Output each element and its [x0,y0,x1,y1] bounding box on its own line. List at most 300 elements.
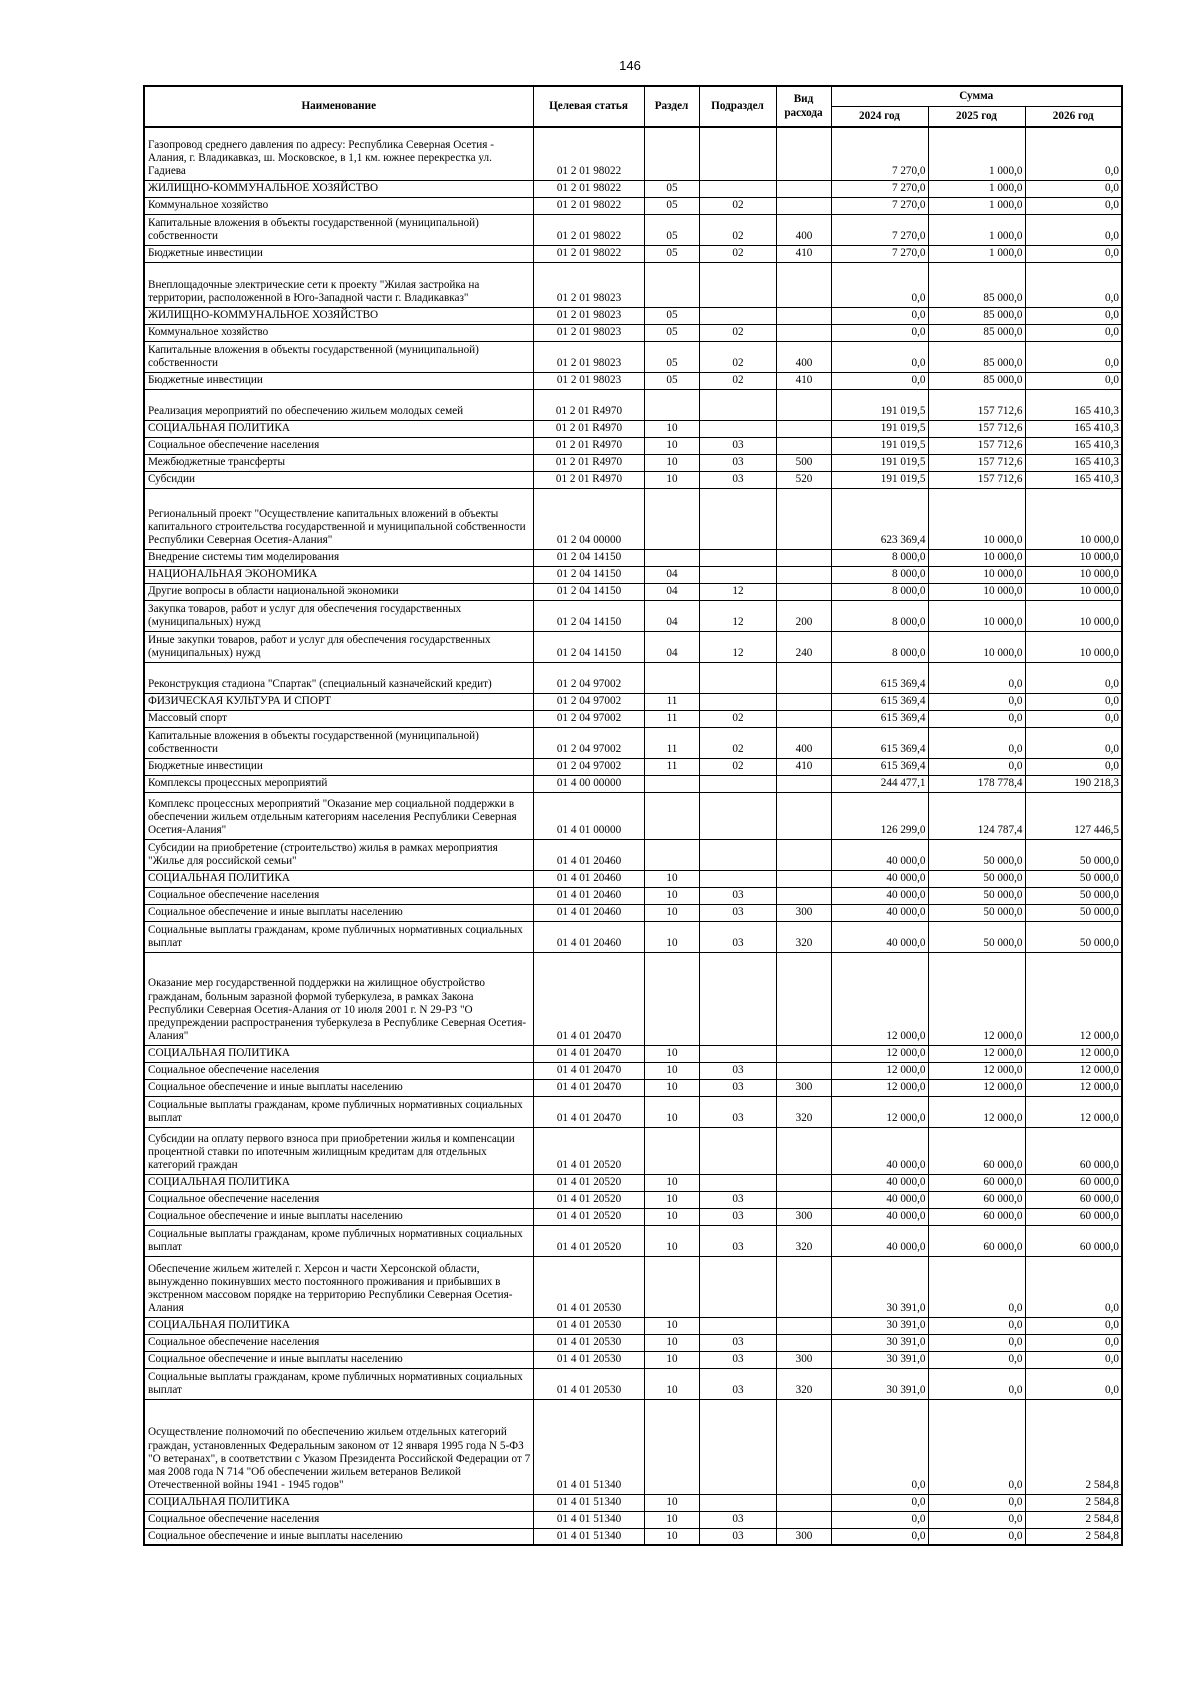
row-expense-type: 410 [776,372,831,389]
row-sum-2026: 0,0 [1025,197,1122,214]
row-target: 01 4 01 20520 [533,1191,644,1208]
table-row [144,214,1122,245]
row-name: Реконструкция стадиона "Спартак" (специальный казначейский кредит) [144,662,533,693]
row-sum-2026: 10 000,0 [1025,631,1122,662]
row-sum-2024: 615 369,4 [831,727,928,758]
table-row [144,1127,1122,1174]
row-target: 01 4 01 51340 [533,1399,644,1494]
row-subsection: 03 [699,921,776,952]
row-subsection: 03 [699,1208,776,1225]
row-sum-2024: 40 000,0 [831,839,928,870]
row-subsection: 03 [699,1528,776,1545]
row-section [644,127,699,180]
row-name: Капитальные вложения в объекты государственной (муниципальной) собственности [144,214,533,245]
table-row [144,341,1122,372]
row-section: 05 [644,372,699,389]
row-target: 01 4 01 20520 [533,1208,644,1225]
row-section: 10 [644,904,699,921]
row-expense-type: 300 [776,1351,831,1368]
header-subsection: Подраздел [699,86,776,127]
row-expense-type [776,420,831,437]
row-target: 01 2 01 98023 [533,307,644,324]
row-sum-2025: 157 712,6 [928,437,1025,454]
row-sum-2026: 50 000,0 [1025,921,1122,952]
row-sum-2026: 12 000,0 [1025,1079,1122,1096]
row-target: 01 4 01 20470 [533,1062,644,1079]
row-section: 10 [644,454,699,471]
row-section [644,662,699,693]
row-name: ФИЗИЧЕСКАЯ КУЛЬТУРА И СПОРТ [144,693,533,710]
row-subsection: 12 [699,583,776,600]
row-sum-2024: 40 000,0 [831,904,928,921]
row-section: 05 [644,180,699,197]
row-expense-type: 400 [776,214,831,245]
row-sum-2024: 191 019,5 [831,437,928,454]
row-name: Социальное обеспечение населения [144,1062,533,1079]
row-sum-2026: 12 000,0 [1025,1096,1122,1127]
row-sum-2025: 0,0 [928,1494,1025,1511]
row-target: 01 4 01 20460 [533,839,644,870]
row-sum-2026: 0,0 [1025,1317,1122,1334]
row-subsection: 02 [699,197,776,214]
row-expense-type: 400 [776,341,831,372]
row-sum-2026: 165 410,3 [1025,471,1122,488]
row-name: Бюджетные инвестиции [144,758,533,775]
row-subsection [699,1174,776,1191]
row-sum-2026: 0,0 [1025,214,1122,245]
header-2025: 2025 год [928,107,1025,128]
row-section: 05 [644,245,699,262]
row-section: 10 [644,1317,699,1334]
row-name: Реализация мероприятий по обеспечению жильем молодых семей [144,389,533,420]
header-target: Целевая статья [533,86,644,127]
row-expense-type [776,1191,831,1208]
row-expense-type [776,1045,831,1062]
row-name: Закупка товаров, работ и услуг для обеспечения государственных (муниципальных) нужд [144,600,533,631]
row-target: 01 2 01 98023 [533,372,644,389]
row-sum-2024: 8 000,0 [831,566,928,583]
row-sum-2024: 0,0 [831,1494,928,1511]
row-section: 05 [644,214,699,245]
table-row [144,758,1122,775]
row-sum-2026: 10 000,0 [1025,583,1122,600]
row-sum-2024: 40 000,0 [831,1127,928,1174]
row-subsection: 02 [699,324,776,341]
row-name: ЖИЛИЩНО-КОММУНАЛЬНОЕ ХОЗЯЙСТВО [144,180,533,197]
page-number: 146 [619,58,641,73]
row-section: 04 [644,583,699,600]
row-target: 01 2 01 98022 [533,245,644,262]
row-sum-2024: 0,0 [831,372,928,389]
row-subsection: 02 [699,710,776,727]
table-row [144,566,1122,583]
row-target: 01 2 01 98022 [533,197,644,214]
row-sum-2026: 60 000,0 [1025,1208,1122,1225]
row-section: 10 [644,1045,699,1062]
row-expense-type [776,693,831,710]
header-expense-type: Вид расхода [776,86,831,127]
row-name: Внедрение системы тим моделирования [144,549,533,566]
row-sum-2024: 40 000,0 [831,1208,928,1225]
table-row [144,1045,1122,1062]
row-subsection [699,420,776,437]
row-sum-2026: 127 446,5 [1025,792,1122,839]
table-row [144,1191,1122,1208]
row-name: Социальное обеспечение населения [144,1191,533,1208]
row-sum-2026: 10 000,0 [1025,600,1122,631]
table-row [144,631,1122,662]
row-sum-2025: 0,0 [928,727,1025,758]
row-subsection [699,180,776,197]
row-sum-2025: 1 000,0 [928,197,1025,214]
row-section: 10 [644,1494,699,1511]
table-row [144,488,1122,549]
row-sum-2025: 1 000,0 [928,214,1025,245]
table-row [144,1062,1122,1079]
row-sum-2025: 0,0 [928,693,1025,710]
row-target: 01 2 04 97002 [533,727,644,758]
row-target: 01 4 01 20520 [533,1225,644,1256]
row-section: 11 [644,693,699,710]
row-sum-2024: 623 369,4 [831,488,928,549]
row-expense-type: 410 [776,758,831,775]
row-subsection [699,389,776,420]
row-target: 01 2 01 R4970 [533,471,644,488]
row-section [644,549,699,566]
row-sum-2024: 12 000,0 [831,1062,928,1079]
row-target: 01 2 01 98023 [533,262,644,307]
row-target: 01 4 01 20460 [533,904,644,921]
row-sum-2024: 615 369,4 [831,758,928,775]
row-sum-2025: 60 000,0 [928,1127,1025,1174]
row-sum-2026: 12 000,0 [1025,1062,1122,1079]
row-name: Комплекс процессных мероприятий "Оказание мер социальной поддержки в обеспечении жильем отдельным категориям населения Республики Северная Осетия-Алания" [144,792,533,839]
row-sum-2025: 0,0 [928,710,1025,727]
row-sum-2025: 50 000,0 [928,887,1025,904]
row-subsection: 12 [699,631,776,662]
row-sum-2025: 60 000,0 [928,1174,1025,1191]
table-row [144,792,1122,839]
row-sum-2024: 12 000,0 [831,1045,928,1062]
table-row [144,127,1122,180]
row-sum-2024: 0,0 [831,324,928,341]
row-section: 04 [644,631,699,662]
row-expense-type: 300 [776,1079,831,1096]
row-expense-type: 200 [776,600,831,631]
row-sum-2025: 0,0 [928,1334,1025,1351]
row-sum-2025: 85 000,0 [928,341,1025,372]
row-subsection: 03 [699,904,776,921]
row-expense-type [776,1174,831,1191]
table-row [144,180,1122,197]
row-target: 01 4 01 20530 [533,1351,644,1368]
row-sum-2026: 50 000,0 [1025,839,1122,870]
row-expense-type [776,307,831,324]
row-sum-2025: 12 000,0 [928,1079,1025,1096]
row-name: Межбюджетные трансферты [144,454,533,471]
row-sum-2024: 7 270,0 [831,127,928,180]
table-row [144,600,1122,631]
row-target: 01 2 04 97002 [533,662,644,693]
row-sum-2024: 40 000,0 [831,921,928,952]
row-sum-2025: 60 000,0 [928,1191,1025,1208]
row-target: 01 4 01 51340 [533,1511,644,1528]
row-sum-2024: 40 000,0 [831,1174,928,1191]
row-target: 01 2 04 97002 [533,693,644,710]
row-sum-2026: 0,0 [1025,245,1122,262]
row-sum-2024: 8 000,0 [831,600,928,631]
row-name: Социальное обеспечение и иные выплаты населению [144,1351,533,1368]
row-sum-2024: 40 000,0 [831,1191,928,1208]
table-row [144,1225,1122,1256]
row-section: 11 [644,758,699,775]
row-subsection [699,870,776,887]
row-sum-2026: 10 000,0 [1025,549,1122,566]
row-section: 10 [644,1511,699,1528]
row-sum-2025: 0,0 [928,1351,1025,1368]
row-sum-2024: 615 369,4 [831,710,928,727]
table-row [144,1174,1122,1191]
header-2024: 2024 год [831,107,928,128]
row-sum-2026: 0,0 [1025,372,1122,389]
row-expense-type [776,583,831,600]
row-name: Капитальные вложения в объекты государственной (муниципальной) собственности [144,341,533,372]
row-name: Социальное обеспечение и иные выплаты населению [144,904,533,921]
row-target: 01 2 01 98022 [533,214,644,245]
row-section: 10 [644,437,699,454]
row-sum-2025: 1 000,0 [928,180,1025,197]
row-sum-2025: 10 000,0 [928,566,1025,583]
row-subsection [699,952,776,1045]
table-row [144,1317,1122,1334]
row-subsection [699,488,776,549]
row-sum-2025: 0,0 [928,1399,1025,1494]
row-section [644,775,699,792]
row-name: Социальное обеспечение населения [144,1334,533,1351]
row-name: Региональный проект "Осуществление капитальных вложений в объекты капитального строительства государственной и муниципальной собственности Республики Северная Осетия-Алания" [144,488,533,549]
row-name: Социальное обеспечение и иные выплаты населению [144,1528,533,1545]
row-sum-2024: 191 019,5 [831,471,928,488]
row-subsection: 03 [699,437,776,454]
row-sum-2024: 12 000,0 [831,1079,928,1096]
row-sum-2026: 60 000,0 [1025,1191,1122,1208]
row-sum-2024: 30 391,0 [831,1317,928,1334]
row-target: 01 4 01 20530 [533,1368,644,1399]
row-sum-2026: 0,0 [1025,1368,1122,1399]
row-target: 01 4 01 00000 [533,792,644,839]
row-section: 10 [644,1351,699,1368]
row-name: Социальные выплаты гражданам, кроме публичных нормативных социальных выплат [144,1096,533,1127]
row-sum-2026: 60 000,0 [1025,1127,1122,1174]
row-section [644,839,699,870]
table-row [144,693,1122,710]
row-section: 05 [644,197,699,214]
table-row [144,262,1122,307]
row-subsection [699,307,776,324]
row-sum-2026: 0,0 [1025,1351,1122,1368]
row-sum-2025: 12 000,0 [928,1096,1025,1127]
row-sum-2026: 0,0 [1025,1256,1122,1317]
row-name: Социальное обеспечение и иные выплаты населению [144,1208,533,1225]
row-target: 01 4 01 20530 [533,1256,644,1317]
row-sum-2024: 30 391,0 [831,1256,928,1317]
table-row [144,1208,1122,1225]
row-sum-2025: 50 000,0 [928,839,1025,870]
row-subsection: 03 [699,454,776,471]
row-target: 01 4 01 20530 [533,1317,644,1334]
row-expense-type: 320 [776,1368,831,1399]
row-sum-2026: 12 000,0 [1025,952,1122,1045]
row-sum-2026: 60 000,0 [1025,1225,1122,1256]
row-target: 01 4 01 20520 [533,1174,644,1191]
row-name: Бюджетные инвестиции [144,372,533,389]
row-name: НАЦИОНАЛЬНАЯ ЭКОНОМИКА [144,566,533,583]
row-subsection: 03 [699,1191,776,1208]
row-name: СОЦИАЛЬНАЯ ПОЛИТИКА [144,1174,533,1191]
budget-table [143,85,1123,1546]
row-section: 10 [644,887,699,904]
row-expense-type [776,1256,831,1317]
row-expense-type [776,710,831,727]
row-name: Субсидии на оплату первого взноса при приобретении жилья и компенсации процентной ставки по ипотечным жилищным кредитам для отдельных категорий граждан [144,1127,533,1174]
row-sum-2026: 190 218,3 [1025,775,1122,792]
row-subsection: 02 [699,341,776,372]
row-expense-type: 300 [776,904,831,921]
row-expense-type: 320 [776,1096,831,1127]
row-sum-2025: 85 000,0 [928,262,1025,307]
row-sum-2026: 165 410,3 [1025,454,1122,471]
row-target: 01 2 04 14150 [533,566,644,583]
row-target: 01 2 01 R4970 [533,437,644,454]
table-row [144,307,1122,324]
row-sum-2024: 30 391,0 [831,1368,928,1399]
table-row [144,921,1122,952]
row-name: Социальные выплаты гражданам, кроме публичных нормативных социальных выплат [144,1225,533,1256]
table-row [144,324,1122,341]
row-sum-2026: 0,0 [1025,341,1122,372]
row-section: 10 [644,1079,699,1096]
row-section [644,1399,699,1494]
row-sum-2026: 0,0 [1025,180,1122,197]
row-name: Оказание мер государственной поддержки на жилищное обустройство гражданам, больным заразной формой туберкулеза, в рамках Закона Республики Северная Осетия-Алания от 10 июля 2001 г. N 29-РЗ "О предупреждении распространения туберкулеза в Республике Северная Осетия-Алания" [144,952,533,1045]
row-section: 11 [644,710,699,727]
row-sum-2026: 165 410,3 [1025,420,1122,437]
table-row [144,952,1122,1045]
row-sum-2026: 2 584,8 [1025,1399,1122,1494]
row-target: 01 2 01 R4970 [533,454,644,471]
table-row [144,775,1122,792]
row-name: Комплексы процессных мероприятий [144,775,533,792]
row-name: Социальные выплаты гражданам, кроме публичных нормативных социальных выплат [144,1368,533,1399]
row-sum-2024: 191 019,5 [831,389,928,420]
row-section: 10 [644,1096,699,1127]
row-section: 05 [644,307,699,324]
row-sum-2025: 0,0 [928,1368,1025,1399]
row-sum-2026: 10 000,0 [1025,566,1122,583]
row-target: 01 2 04 97002 [533,710,644,727]
row-expense-type [776,887,831,904]
row-target: 01 2 04 00000 [533,488,644,549]
row-name: СОЦИАЛЬНАЯ ПОЛИТИКА [144,420,533,437]
row-section: 10 [644,1334,699,1351]
row-section: 10 [644,1225,699,1256]
table-row [144,727,1122,758]
row-sum-2024: 191 019,5 [831,454,928,471]
row-expense-type [776,775,831,792]
row-expense-type: 320 [776,921,831,952]
row-subsection: 12 [699,600,776,631]
row-section: 05 [644,341,699,372]
row-target: 01 4 01 51340 [533,1494,644,1511]
row-sum-2024: 7 270,0 [831,214,928,245]
row-section: 11 [644,727,699,758]
row-subsection [699,1317,776,1334]
row-name: Осуществление полномочий по обеспечению жильем отдельных категорий граждан, установленных Федеральным законом от 12 января 1995 года N 5-ФЗ "О ветеранах", в соответствии с Указом Президента Российской Федерации от 7 мая 2008 года N 714 "Об обеспечении жильем ветеранов Великой Отечественной войны 1941 - 1945 годов" [144,1399,533,1494]
row-subsection [699,775,776,792]
row-subsection: 03 [699,1368,776,1399]
row-name: Внеплощадочные электрические сети к проекту "Жилая застройка на территории, расположенной в Юго-Западной части г. Владикавказ" [144,262,533,307]
row-subsection: 03 [699,1062,776,1079]
row-subsection [699,693,776,710]
row-expense-type [776,389,831,420]
row-section [644,952,699,1045]
table-row [144,583,1122,600]
table-row [144,839,1122,870]
table-row [144,904,1122,921]
table-row [144,549,1122,566]
row-subsection [699,1127,776,1174]
table-row [144,437,1122,454]
row-sum-2024: 0,0 [831,341,928,372]
row-sum-2025: 178 778,4 [928,775,1025,792]
row-target: 01 4 01 20460 [533,921,644,952]
row-sum-2025: 12 000,0 [928,952,1025,1045]
table-row [144,1096,1122,1127]
row-subsection [699,1256,776,1317]
row-sum-2026: 2 584,8 [1025,1528,1122,1545]
row-sum-2025: 157 712,6 [928,420,1025,437]
row-expense-type [776,127,831,180]
row-sum-2026: 165 410,3 [1025,437,1122,454]
row-target: 01 2 04 97002 [533,758,644,775]
row-sum-2026: 50 000,0 [1025,870,1122,887]
row-sum-2024: 0,0 [831,262,928,307]
row-expense-type: 400 [776,727,831,758]
row-sum-2024: 615 369,4 [831,662,928,693]
row-section: 10 [644,1062,699,1079]
row-sum-2025: 0,0 [928,662,1025,693]
row-name: Газопровод среднего давления по адресу: Республика Северная Осетия - Алания, г. Владикавказ, ш. Московское, в 1,1 км. южнее перекрестка ул. Гадиева [144,127,533,180]
row-sum-2026: 2 584,8 [1025,1494,1122,1511]
row-sum-2026: 0,0 [1025,710,1122,727]
row-name: Социальное обеспечение населения [144,437,533,454]
row-sum-2026: 2 584,8 [1025,1511,1122,1528]
row-expense-type [776,792,831,839]
row-sum-2025: 85 000,0 [928,307,1025,324]
row-expense-type: 410 [776,245,831,262]
row-target: 01 2 04 14150 [533,549,644,566]
row-section: 10 [644,1174,699,1191]
row-target: 01 2 01 98023 [533,341,644,372]
row-subsection [699,662,776,693]
row-section: 10 [644,471,699,488]
row-sum-2025: 10 000,0 [928,488,1025,549]
row-sum-2025: 1 000,0 [928,127,1025,180]
row-expense-type [776,1511,831,1528]
row-target: 01 2 01 R4970 [533,389,644,420]
row-subsection [699,566,776,583]
row-sum-2025: 10 000,0 [928,600,1025,631]
